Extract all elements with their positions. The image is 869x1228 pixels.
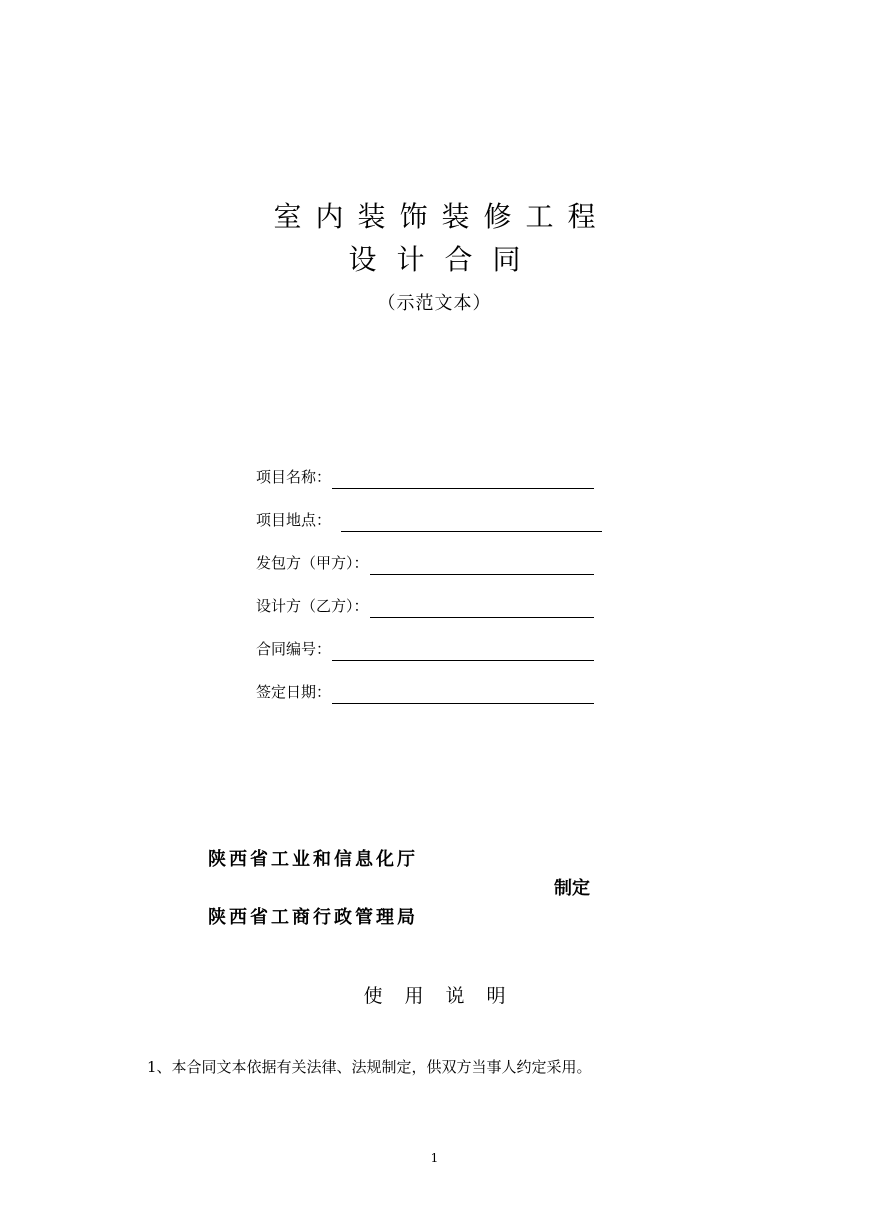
document-title-line-2: 设计合同 (348, 243, 541, 276)
usage-heading: 使用说明 (363, 985, 528, 1007)
field-party-a (256, 551, 594, 575)
field-label: 发包方（甲方）： (256, 554, 369, 572)
fill-in-line (370, 617, 594, 618)
made-by-label: 制定 (554, 878, 590, 899)
field-label: 项目地点： (256, 511, 332, 529)
field-label: 签定日期： (256, 683, 332, 701)
issuer-name: 陕西省工业和信息化厅 (208, 849, 418, 870)
field-label: 设计方（乙方）： (256, 597, 369, 615)
fill-in-line (341, 531, 602, 532)
fill-in-line (332, 703, 594, 704)
page-number: 1 (430, 1151, 439, 1165)
field-party-b (256, 594, 594, 618)
document-title-line-1: 室内装饰装修工程 (273, 200, 610, 233)
fill-in-line (332, 660, 594, 661)
field-label: 项目名称： (256, 468, 332, 486)
field-label: 合同编号： (256, 640, 332, 658)
field-signing-date (256, 680, 594, 704)
issuer-name: 陕西省工商行政管理局 (208, 907, 418, 928)
fill-in-line (370, 574, 594, 575)
document-subtitle: （示范文本） (377, 293, 492, 314)
field-contract-number (256, 637, 594, 661)
field-project-name (256, 465, 594, 489)
field-project-location (256, 508, 602, 532)
usage-note: 1、本合同文本依据有关法律、法规制定，供双方当事人约定采用。 (147, 1058, 592, 1076)
fill-in-line (332, 488, 594, 489)
